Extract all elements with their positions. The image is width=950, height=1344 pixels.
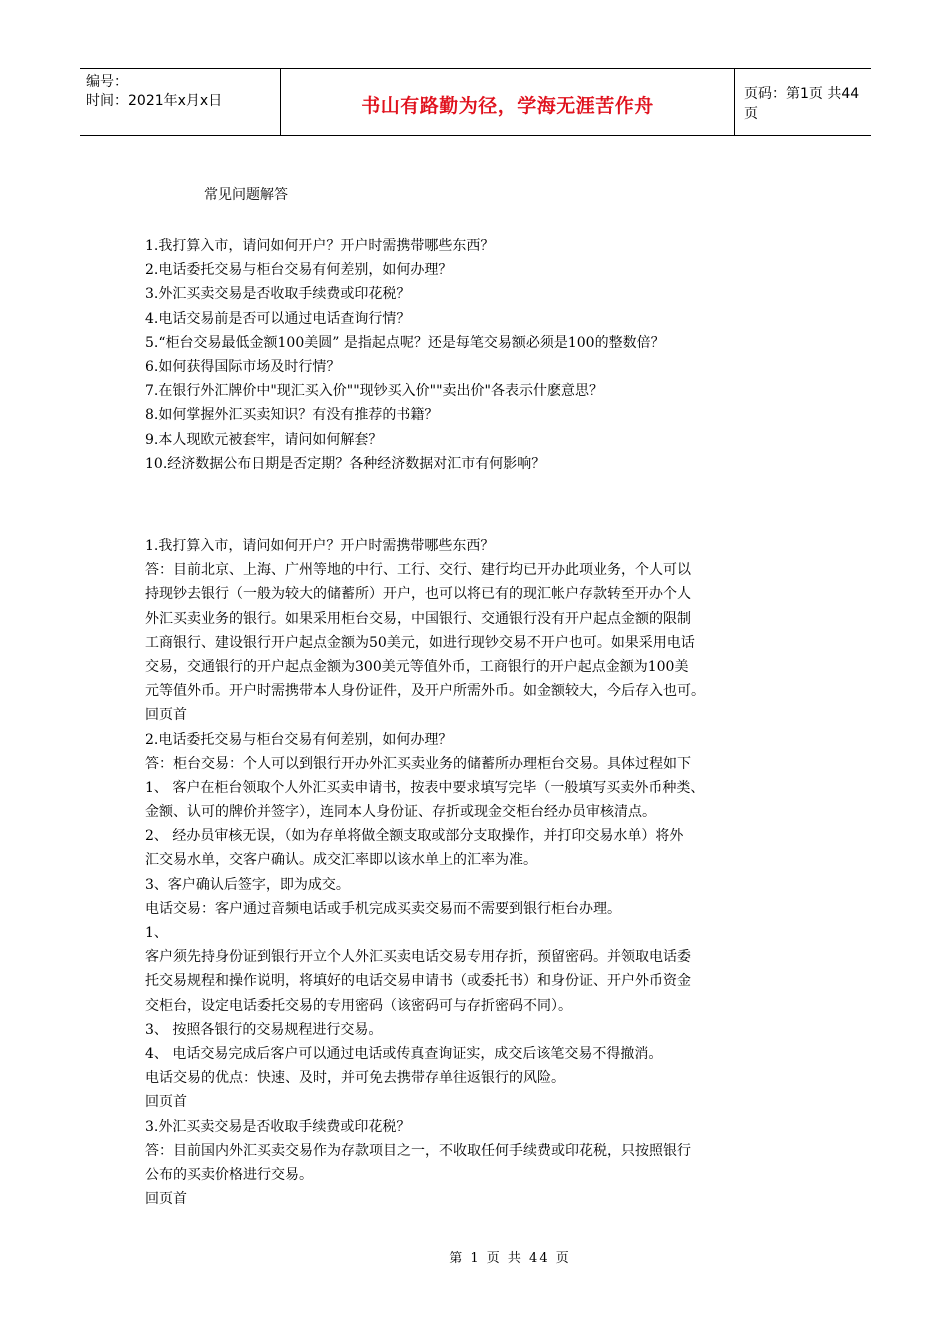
header-meta — [80, 69, 281, 135]
question-item: 8.如何掌握外汇买卖知识？有没有推荐的书籍？ — [145, 407, 439, 424]
document-time-label: 时间：2021年x月x日 — [86, 93, 223, 109]
answer-line: 交柜台，设定电话委托交易的专用密码（该密码可与存折密码不同）。 — [145, 997, 572, 1014]
question-item: 3.外汇买卖交易是否收取手续费或印花税？ — [145, 286, 411, 303]
question-item: 7.在银行外汇牌价中"现汇买入价""现钞买入价""卖出价"各表示什麽意思？ — [145, 383, 603, 400]
question-item: 10.经济数据公布日期是否定期？各种经济数据对汇市有何影响？ — [145, 455, 546, 472]
question-item: 5.“柜台交易最低金额100美圆” 是指起点呢？还是每笔交易额必须是100的整数倍？ — [145, 334, 665, 351]
answer-line: 客户须先持身份证到银行开立个人外汇买卖电话交易专用存折，预留密码。并领取电话委 — [145, 949, 691, 966]
header-page-info-cell — [734, 69, 871, 135]
header-motto-cell — [281, 69, 735, 135]
answer-line: 交易，交通银行的开户起点金额为300美元等值外币，工商银行的开户起点金额为100美 — [145, 658, 689, 675]
answer-line: 3、 按照各银行的交易规程进行交易。 — [145, 1021, 383, 1038]
answer-question-heading: 2.电话委托交易与柜台交易有何差别，如何办理？ — [145, 731, 453, 748]
answer-line: 答：柜台交易：个人可以到银行开办外汇买卖业务的储蓄所办理柜台交易。具体过程如下 — [145, 755, 691, 772]
answer-line: 1、 — [145, 925, 168, 941]
question-list — [145, 234, 825, 476]
answer-line: 外汇买卖业务的银行。如果采用柜台交易，中国银行、交通银行没有开户起点金额的限制 — [145, 610, 691, 627]
answer-line: 3、客户确认后签字，即为成交。 — [145, 876, 350, 893]
question-item: 1.我打算入市，请问如何开户？开户时需携带哪些东西？ — [145, 238, 495, 254]
question-item: 4.电话交易前是否可以通过电话查询行情？ — [145, 310, 411, 327]
answer-question-heading: 1.我打算入市，请问如何开户？开户时需携带哪些东西？ — [145, 538, 495, 554]
answer-line: 电话交易的优点：快速、及时，并可免去携带存单往返银行的风险。 — [145, 1070, 565, 1087]
page-header — [80, 68, 871, 136]
header-page-info: 页码：第1页 共44页 — [744, 86, 860, 122]
back-to-top-link[interactable]: 回页首 — [145, 1094, 187, 1111]
document-number-label: 编号： — [86, 74, 128, 90]
answer-line: 4、 电话交易完成后客户可以通过电话或传真查询证实，成交后该笔交易不得撤消。 — [145, 1045, 663, 1062]
header-motto: 书山有路勤为径，学海无涯苦作舟 — [361, 94, 654, 117]
answer-line: 元等值外币。开户时需携带本人身份证件，及开户所需外币。如金额较大，今后存入也可。 — [145, 683, 705, 700]
document-title: 常见问题解答 — [204, 187, 288, 203]
back-to-top-link[interactable]: 回页首 — [145, 1191, 187, 1208]
answer-line: 汇交易水单，交客户确认。成交汇率即以该水单上的汇率为准。 — [145, 852, 537, 869]
page-footer: 第 1 页 共 44 页 — [449, 1251, 571, 1266]
answer-line: 2、 经办员审核无误，（如为存单将做全额支取或部分支取操作，并打印交易水单）将外 — [145, 828, 684, 845]
question-item: 6.如何获得国际市场及时行情？ — [145, 358, 341, 375]
answer-line: 托交易规程和操作说明，将填好的电话交易申请书（或委托书）和身份证、开户外币资金 — [145, 973, 691, 990]
answer-line: 答：目前北京、上海、广州等地的中行、工行、交行、建行均已开办此项业务，个人可以 — [145, 562, 691, 579]
answer-line: 公布的买卖价格进行交易。 — [145, 1166, 313, 1183]
answer-line: 1、 客户在柜台领取个人外汇买卖申请书，按表中要求填写完毕（一般填写买卖外币种类、 — [145, 779, 705, 796]
back-to-top-link[interactable]: 回页首 — [145, 707, 187, 724]
answer-line: 持现钞去银行（一般为较大的储蓄所）开户，也可以将已有的现汇帐户存款转至开办个人 — [145, 586, 691, 603]
answer-line: 工商银行、建设银行开户起点金额为50美元，如进行现钞交易不开户也可。如果采用电话 — [145, 634, 695, 651]
answer-question-heading: 3.外汇买卖交易是否收取手续费或印花税？ — [145, 1118, 411, 1135]
answer-body — [145, 534, 825, 1211]
question-item: 9.本人现欧元被套牢，请问如何解套？ — [145, 431, 383, 448]
answer-line: 电话交易：客户通过音频电话或手机完成买卖交易而不需要到银行柜台办理。 — [145, 900, 621, 917]
answer-line: 答：目前国内外汇买卖交易作为存款项目之一，不收取任何手续费或印花税，只按照银行 — [145, 1142, 691, 1159]
question-item: 2.电话委托交易与柜台交易有何差别，如何办理？ — [145, 262, 453, 279]
answer-line: 金额、认可的牌价并签字），连同本人身份证、存折或现金交柜台经办员审核清点。 — [145, 804, 656, 821]
